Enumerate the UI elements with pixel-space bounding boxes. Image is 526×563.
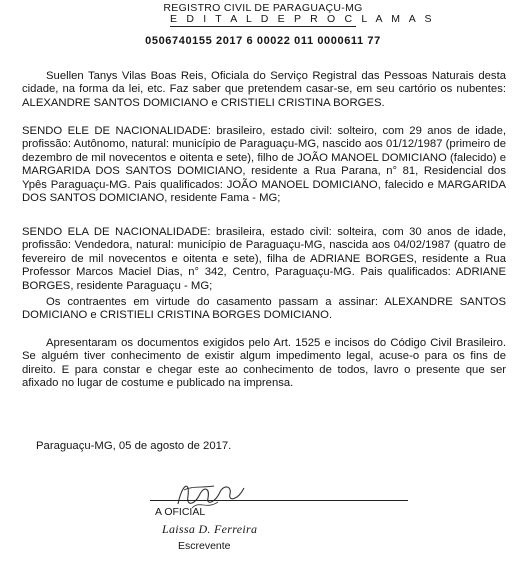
groom-paragraph: SENDO ELE DE NACIONALIDADE: brasileiro, estado civil: solteiro, com 29 anos de idade, profissão: Autônomo, natural: município de Paraguaçu-MG, nascido aos 01/12/1987 (primeiro de dezembro de mil novecentos e oitenta e sete), filho de JOÃO MANOEL DOMICIANO (falecido) e MARGARIDA DOS SANTOS DOMICIANO, residente a Rua Parana, n° 81, Residencial dos Ypês Paraguaçu-MG. Pais qualificados: JOÃO MANOEL DOMICIANO, falecido e MARGARIDA DOS SANTOS DOMICIANO, residente Fama - MG;: [22, 125, 506, 205]
registration-number: 0506740155 2017 6 00022 011 0000611 77: [145, 35, 381, 47]
signatory-name: Laissa D. Ferreira: [162, 522, 258, 536]
signature-title: A OFICIAL: [155, 506, 206, 518]
registry-title: REGISTRO CIVIL DE PARAGUAÇU-MG: [163, 2, 363, 14]
signatory-role: Escrevente: [178, 540, 231, 552]
signature-line: [150, 500, 408, 501]
documents-paragraph: Apresentaram os documentos exigidos pelo Art. 1525 e incisos do Código Civil Brasileiro. Se alguém tiver conhecimento de existir algum impedimento legal, acuse-o para os fins de direito. E para constar e chegar este ao conhecimento de todos, lavro o presente que ser afixado no lugar de costume e publicado na imprensa.: [22, 337, 506, 390]
intro-paragraph: Suellen Tanys Vilas Boas Reis, Oficiala do Serviço Registral das Pessoas Naturais desta cidade, na forma da lei, etc. Faz saber que pretendem casar-se, em seu cartório os nubentes: ALEXANDRE SANTOS DOMICIANO e CRISTIELI CRISTINA BORGES.: [22, 70, 506, 109]
bride-paragraph: SENDO ELA DE NACIONALIDADE: brasileira, estado civil: solteira, com 30 anos de idade, profissão: Vendedora, natural: município de Paraguaçu-MG, nascida aos 04/02/1987 (quatro de fevereiro de mil novecentos e oitenta e sete), filha de ADRIANE BORGES, residente a Rua Professor Marcos Maciel Dias, n° 342, Centro, Paraguaçu-MG. Pais qualificados: ADRIANE BORGES, residente Paraguaçu - MG;: [22, 226, 506, 292]
contracting-parties-paragraph: Os contraentes em virtude do casamento passam a assinar: ALEXANDRE SANTOS DOMICIANO e CRISTIELI CRISTINA BORGES DOMICIANO.: [22, 296, 506, 322]
edital-title: E D I T A L D E P R O C L A M A S: [170, 13, 435, 25]
date-line: Paraguaçu-MG, 05 de agosto de 2017.: [36, 440, 232, 452]
